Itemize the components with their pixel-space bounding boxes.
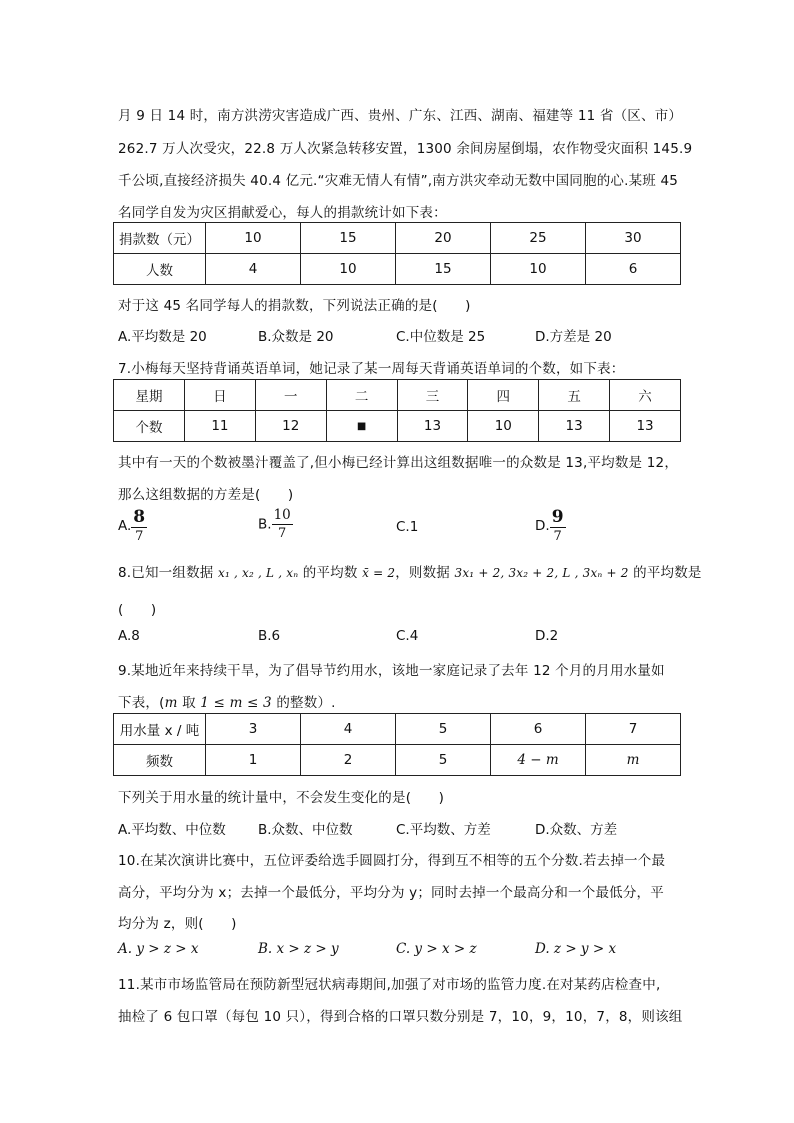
q7-option-b bbox=[258, 509, 293, 540]
q8-option-a: A.8 bbox=[118, 628, 140, 644]
donation-table-header bbox=[114, 223, 681, 254]
table-cell: 星期 bbox=[114, 380, 185, 411]
fraction bbox=[131, 509, 147, 543]
table-cell: 12 bbox=[255, 411, 326, 442]
table-cell: 13 bbox=[539, 411, 610, 442]
q9-line-2 bbox=[118, 691, 336, 711]
table-cell: 10 bbox=[468, 411, 539, 442]
q7-option-d bbox=[535, 509, 566, 543]
fraction-denominator: 7 bbox=[135, 529, 144, 544]
intro-line-4: 名同学自发为灾区捐献爱心，每人的捐款统计如下表： bbox=[118, 205, 447, 221]
q10-line-3: 均分为 z，则( ) bbox=[118, 916, 237, 932]
word-count-table-header bbox=[114, 380, 681, 411]
q9-option-a: A.平均数、中位数 bbox=[118, 822, 226, 838]
q8-text-4: 的平均数是 bbox=[633, 565, 702, 581]
fraction bbox=[272, 509, 293, 540]
q10-line-2: 高分，平均分为 x；去掉一个最低分，平均分为 y；同时去掉一个最高分和一个最低分，平 bbox=[118, 885, 664, 901]
q8-stem bbox=[118, 561, 702, 581]
option-label: A. bbox=[118, 518, 132, 534]
q8-text-1: 8.已知一组数据 bbox=[118, 565, 214, 581]
table-cell: 10 bbox=[301, 254, 396, 285]
table-cell: 13 bbox=[610, 411, 681, 442]
table-cell: 4 − m bbox=[491, 745, 586, 776]
table-cell: 六 bbox=[610, 380, 681, 411]
q6-option-b: B.众数是 20 bbox=[258, 329, 334, 345]
water-usage-table-row bbox=[114, 745, 681, 776]
q9-option-b: B.众数、中位数 bbox=[258, 822, 353, 838]
q9-line-2-a: 下表，( bbox=[118, 695, 165, 711]
table-cell: 25 bbox=[491, 223, 586, 254]
water-usage-table-header bbox=[114, 714, 681, 745]
q9-option-c: C.平均数、方差 bbox=[396, 822, 491, 838]
table-cell: 3 bbox=[206, 714, 301, 745]
table-cell: 6 bbox=[586, 254, 681, 285]
q9-line-2-b: 取 bbox=[177, 695, 201, 711]
table-cell: 10 bbox=[206, 223, 301, 254]
table-cell: 五 bbox=[539, 380, 610, 411]
ink-covered-cell: ■ bbox=[326, 411, 397, 442]
q10-option-a: A. y > z > x bbox=[118, 941, 199, 957]
table-cell: 13 bbox=[397, 411, 468, 442]
q9-line-1: 9.某地近年来持续干旱，为了倡导节约用水，该地一家庭记录了去年 12 个月的月用水量如 bbox=[118, 663, 665, 679]
q9-line-2-c: 的整数）. bbox=[271, 695, 336, 711]
q8-mean: x̄ = 2 bbox=[362, 566, 396, 580]
table-cell: 1 bbox=[206, 745, 301, 776]
option-label: B. bbox=[258, 516, 272, 533]
q10-line-1: 10.在某次演讲比赛中，五位评委给选手圆圆打分，得到互不相等的五个分数.若去掉一个最 bbox=[118, 853, 666, 869]
table-cell: 11 bbox=[185, 411, 256, 442]
table-cell: 15 bbox=[396, 254, 491, 285]
table-cell: 7 bbox=[586, 714, 681, 745]
table-cell: 用水量 x / 吨 bbox=[114, 714, 206, 745]
table-cell: 人数 bbox=[114, 254, 206, 285]
donation-table bbox=[113, 222, 681, 285]
table-cell: 6 bbox=[491, 714, 586, 745]
q8-paren: ( ) bbox=[118, 602, 157, 618]
donation-table-row bbox=[114, 254, 681, 285]
q9-stem: 下列关于用水量的统计量中，不会发生变化的是( ) bbox=[118, 790, 445, 806]
table-cell: 二 bbox=[326, 380, 397, 411]
q9-variable-m: m bbox=[164, 695, 178, 711]
q6-option-d: D.方差是 20 bbox=[535, 329, 612, 345]
q10-option-d: D. z > y > x bbox=[535, 941, 617, 957]
q8-text-3: ，则数据 bbox=[395, 565, 450, 581]
fraction-numerator: 9 bbox=[551, 507, 564, 527]
q6-option-c: C.中位数是 25 bbox=[396, 329, 486, 345]
table-cell: m bbox=[586, 745, 681, 776]
fraction-denominator: 7 bbox=[553, 529, 562, 544]
table-cell: 10 bbox=[491, 254, 586, 285]
table-cell: 4 bbox=[301, 714, 396, 745]
table-cell: 个数 bbox=[114, 411, 185, 442]
q8-option-c: C.4 bbox=[396, 628, 419, 644]
q11-line-1: 11.某市市场监管局在预防新型冠状病毒期间,加强了对市场的监管力度.在对某药店检查中, bbox=[118, 977, 661, 993]
fraction-numerator: 10 bbox=[273, 507, 291, 523]
q8-data-series: x₁ , x₂ , L , xₙ bbox=[217, 566, 299, 580]
q10-option-b: B. x > z > y bbox=[258, 941, 339, 957]
q7-line-2: 其中有一天的个数被墨汁覆盖了,但小梅已经计算出这组数据唯一的众数是 13,平均数是 12， bbox=[118, 455, 679, 471]
fraction-denominator: 7 bbox=[278, 525, 287, 541]
q6-stem: 对于这 45 名同学每人的捐款数，下列说法正确的是( ) bbox=[118, 298, 471, 314]
table-cell: 5 bbox=[396, 714, 491, 745]
table-cell: 一 bbox=[255, 380, 326, 411]
q7-option-c: C.1 bbox=[396, 519, 419, 535]
fraction bbox=[550, 509, 566, 543]
table-cell: 捐款数（元） bbox=[114, 223, 206, 254]
table-cell: 30 bbox=[586, 223, 681, 254]
q10-option-c: C. y > x > z bbox=[396, 941, 477, 957]
q11-line-2: 抽检了 6 包口罩（每包 10 只），得到合格的口罩只数分别是 7，10，9，10，7，8，则该组 bbox=[118, 1009, 683, 1025]
table-cell: 4 bbox=[206, 254, 301, 285]
word-count-table bbox=[113, 379, 681, 442]
word-count-table-row bbox=[114, 411, 681, 442]
q7-option-a bbox=[118, 509, 147, 543]
q8-option-d: D.2 bbox=[535, 628, 559, 644]
q7-stem: 7.小梅每天坚持背诵英语单词，她记录了某一周每天背诵英语单词的个数，如下表： bbox=[118, 361, 625, 377]
q8-text-2: 的平均数 bbox=[302, 565, 358, 581]
intro-line-3: 千公顷,直接经济损失 40.4 亿元.“灾难无情人有情”,南方洪灾牵动无数中国同胞的心.某班 45 bbox=[118, 173, 679, 189]
q8-option-b: B.6 bbox=[258, 628, 281, 644]
intro-line-2: 262.7 万人次受灾，22.8 万人次紧急转移安置，1300 余间房屋倒塌，农作物受灾面积 145.9 bbox=[118, 141, 693, 157]
q9-option-d: D.众数、方差 bbox=[535, 822, 618, 838]
table-cell: 三 bbox=[397, 380, 468, 411]
table-cell: 2 bbox=[301, 745, 396, 776]
table-cell: 四 bbox=[468, 380, 539, 411]
table-cell: 日 bbox=[185, 380, 256, 411]
option-label: D. bbox=[535, 518, 550, 534]
table-cell: 20 bbox=[396, 223, 491, 254]
q6-option-a: A.平均数是 20 bbox=[118, 329, 207, 345]
table-cell: 15 bbox=[301, 223, 396, 254]
table-cell: 5 bbox=[396, 745, 491, 776]
intro-line-1: 月 9 日 14 时，南方洪涝灾害造成广西、贵州、广东、江西、湖南、福建等 11 省（区、市） bbox=[118, 108, 683, 124]
fraction-numerator: 8 bbox=[133, 507, 146, 527]
q8-transformed-series: 3x₁ + 2, 3x₂ + 2, L , 3xₙ + 2 bbox=[454, 566, 629, 580]
table-cell: 频数 bbox=[114, 745, 206, 776]
q9-range: 1 ≤ m ≤ 3 bbox=[200, 695, 272, 711]
water-usage-table bbox=[113, 713, 681, 776]
q7-line-3: 那么这组数据的方差是( ) bbox=[118, 487, 294, 503]
